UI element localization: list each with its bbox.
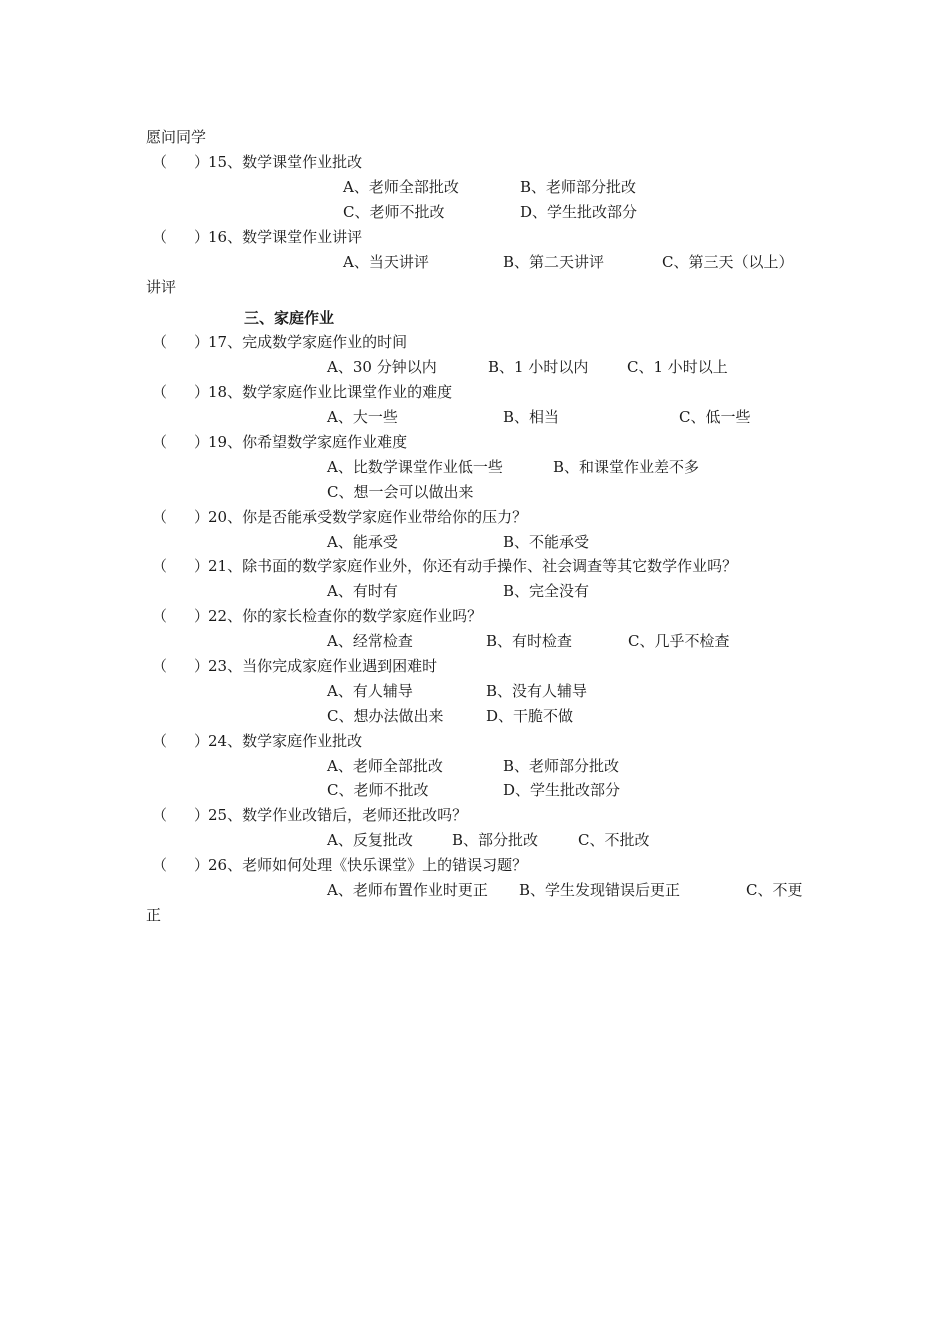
option: D、学生批改部分: [520, 203, 638, 221]
answer-blank-close: ）: [194, 806, 210, 824]
option: A、能承受: [327, 533, 398, 551]
option: C、第三天（以上）: [662, 253, 794, 271]
option: B、完全没有: [503, 582, 590, 600]
question-text: 23、当你完成家庭作业遇到困难时: [208, 657, 438, 675]
question-text: 25、数学作业改错后，老师还批改吗？: [208, 806, 468, 824]
answer-blank-open: （: [152, 557, 168, 575]
option: B、老师部分批改: [520, 178, 637, 196]
answer-blank-close: ）: [194, 433, 210, 451]
option: C、老师不批改: [343, 203, 445, 221]
option: B、相当: [503, 408, 560, 426]
answer-blank-open: （: [152, 333, 168, 351]
option: B、不能承受: [503, 533, 590, 551]
option: C、想办法做出来: [327, 707, 444, 725]
answer-blank-open: （: [152, 806, 168, 824]
text-line: 讲评: [146, 278, 177, 296]
option: A、大一些: [327, 408, 398, 426]
answer-blank-open: （: [152, 383, 168, 401]
option: D、干脆不做: [486, 707, 574, 725]
answer-blank-close: ）: [194, 383, 210, 401]
answer-blank-open: （: [152, 228, 168, 246]
option: A、当天讲评: [343, 253, 429, 271]
option: A、老师全部批改: [343, 178, 459, 196]
answer-blank-close: ）: [194, 333, 210, 351]
option: B、有时检查: [486, 632, 573, 650]
answer-blank-open: （: [152, 508, 168, 526]
option: B、老师部分批改: [503, 757, 620, 775]
question-text: 15、数学课堂作业批改: [208, 153, 363, 171]
answer-blank-close: ）: [194, 228, 210, 246]
option: C、几乎不检查: [628, 632, 730, 650]
question-text: 24、数学家庭作业批改: [208, 732, 363, 750]
question-text: 20、你是否能承受数学家庭作业带给你的压力？: [208, 508, 528, 526]
option: C、不批改: [578, 831, 650, 849]
option: A、有时有: [327, 582, 398, 600]
question-text: 18、数学家庭作业比课堂作业的难度: [208, 383, 453, 401]
answer-blank-open: （: [152, 433, 168, 451]
option: A、30 分钟以内: [327, 358, 437, 376]
option: B、学生发现错误后更正: [519, 881, 681, 899]
answer-blank-close: ）: [194, 508, 210, 526]
answer-blank-open: （: [152, 732, 168, 750]
answer-blank-close: ）: [194, 657, 210, 675]
text-line: 愿问同学: [146, 128, 207, 146]
option: A、反复批改: [327, 831, 413, 849]
question-text: 19、你希望数学家庭作业难度: [208, 433, 408, 451]
option: C、想一会可以做出来: [327, 483, 474, 501]
option: B、1 小时以内: [488, 358, 589, 376]
question-text: 17、完成数学家庭作业的时间: [208, 333, 408, 351]
option: C、低一些: [679, 408, 751, 426]
option: C、不更: [746, 881, 803, 899]
answer-blank-open: （: [152, 856, 168, 874]
option: B、第二天讲评: [503, 253, 605, 271]
answer-blank-close: ）: [194, 732, 210, 750]
answer-blank-open: （: [152, 657, 168, 675]
option: A、老师全部批改: [327, 757, 443, 775]
answer-blank-close: ）: [194, 607, 210, 625]
text-line: 正: [146, 906, 162, 924]
option: B、和课堂作业差不多: [553, 458, 700, 476]
option: C、1 小时以上: [627, 358, 728, 376]
answer-blank-close: ）: [194, 557, 210, 575]
option: C、老师不批改: [327, 781, 429, 799]
answer-blank-open: （: [152, 607, 168, 625]
option: A、比数学课堂作业低一些: [327, 458, 503, 476]
question-text: 22、你的家长检查你的数学家庭作业吗？: [208, 607, 483, 625]
option: D、学生批改部分: [503, 781, 621, 799]
option: A、老师布置作业时更正: [327, 881, 488, 899]
option: B、没有人辅导: [486, 682, 588, 700]
option: A、有人辅导: [327, 682, 413, 700]
answer-blank-open: （: [152, 153, 168, 171]
question-text: 26、老师如何处理《快乐课堂》上的错误习题？: [208, 856, 528, 874]
option: B、部分批改: [452, 831, 539, 849]
question-text: 21、除书面的数学家庭作业外，你还有动手操作、社会调查等其它数学作业吗？: [208, 557, 738, 575]
answer-blank-close: ）: [194, 856, 210, 874]
question-text: 16、数学课堂作业讲评: [208, 228, 363, 246]
section-heading: 三、家庭作业: [244, 309, 335, 327]
answer-blank-close: ）: [194, 153, 210, 171]
option: A、经常检查: [327, 632, 413, 650]
